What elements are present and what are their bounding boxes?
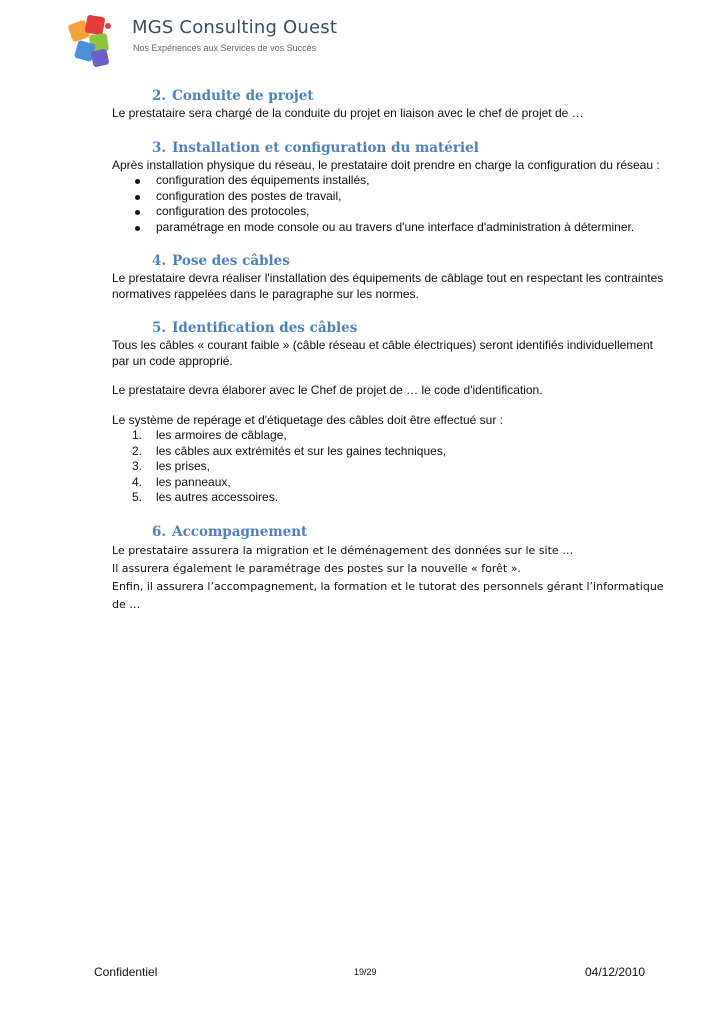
section-paragraph: Le système de repérage et d'étiquetage des câbles doit être effectué sur : xyxy=(112,412,503,427)
section-heading-pose: 4. Pose des câbles xyxy=(152,253,290,269)
section-paragraph: Enfin, il assurera l’accompagnement, la formation et le tutorat des personnels gérant l’informatique de … xyxy=(112,579,664,611)
brand-tagline: Nos Expériences aux Services de vos Succès xyxy=(133,43,317,53)
list-item: 1. les armoires de câblage, xyxy=(132,428,287,442)
footer-date: 04/12/2010 xyxy=(585,965,646,979)
section-paragraph: Le prestataire assurera la migration et le déménagement des données sur le site … xyxy=(112,543,574,557)
list-item: configuration des postes de travail, xyxy=(112,189,672,205)
section-paragraph: Le prestataire devra réaliser l'installation des équipements de câblage tout en respectant les contraintes normatives rappelées dans le paragraphe sur les normes. xyxy=(112,271,664,301)
section-heading-conduite: 2. Conduite de projet xyxy=(152,88,314,104)
brand-title: MGS Consulting Ouest xyxy=(132,17,338,38)
section-heading-identification: 5. Identification des câbles xyxy=(152,320,358,336)
section-paragraph: Après installation physique du réseau, le prestataire doit prendre en charge la configuration du réseau : xyxy=(112,157,660,172)
section-paragraph: Il assurera également le paramétrage des postes sur la nouvelle « forêt ». xyxy=(112,561,521,575)
puzzle-logo-icon xyxy=(64,14,124,70)
list-item: 4. les panneaux, xyxy=(132,474,231,489)
list-item: 2. les câbles aux extrémités et sur les gaines techniques, xyxy=(132,443,447,458)
section-paragraph: Le prestataire sera chargé de la conduite du projet en liaison avec le chef de projet de … xyxy=(112,106,584,120)
section-heading-accompagnement: 6. Accompagnement xyxy=(152,523,308,540)
list-item: 3. les prises, xyxy=(132,459,211,473)
bullet-list xyxy=(112,173,672,235)
list-item: configuration des protocoles, xyxy=(112,204,672,220)
page-number: 19/29 xyxy=(354,967,377,977)
numbered-list xyxy=(112,428,672,506)
section-heading-installation: 3. Installation et configuration du matériel xyxy=(152,139,479,156)
document-body xyxy=(112,86,672,614)
section-paragraph: Tous les câbles « courant faible » (câble réseau et câble électriques) seront identifiés individuellement par un code approprié. xyxy=(112,338,653,368)
list-item: 5. les autres accessoires. xyxy=(132,490,279,504)
list-item: paramétrage en mode console ou au travers d'une interface d'administration à déterminer. xyxy=(112,220,672,236)
list-item: configuration des équipements installés, xyxy=(112,173,672,189)
footer-confidential: Confidentiel xyxy=(94,965,158,979)
section-paragraph: Le prestataire devra élaborer avec le Chef de projet de … le code d'identification. xyxy=(112,383,543,397)
